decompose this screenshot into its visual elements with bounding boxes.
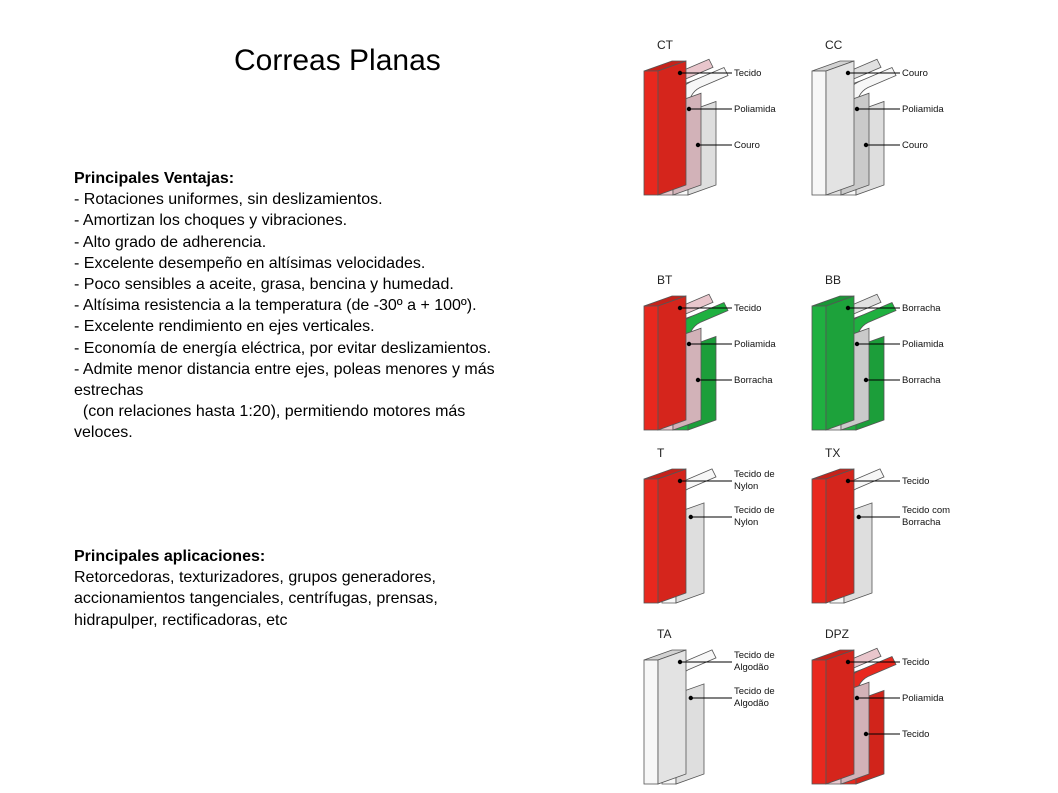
belt-layer-face bbox=[644, 479, 658, 603]
advantage-item: - Admite menor distancia entre ejes, poleas menores y más estrechas bbox=[74, 360, 500, 400]
layer-label: Tecido bbox=[902, 729, 930, 740]
advantages-section bbox=[74, 168, 524, 444]
layer-label: Tecido de Algodão bbox=[734, 686, 775, 709]
diagram-code: TX bbox=[825, 446, 841, 460]
layer-label: Tecido de Algodão bbox=[734, 650, 775, 673]
layer-label: Tecido de Nylon bbox=[734, 505, 775, 528]
layer-label: Poliamida bbox=[734, 339, 776, 350]
belt-layer-face bbox=[812, 660, 826, 784]
applications-text: Retorcedoras, texturizadores, grupos generadores, accionamientos tangenciales, centrífugas, prensas, hidrapulper, rectificadoras, etc bbox=[74, 569, 443, 629]
diagram-code: BB bbox=[825, 273, 842, 287]
advantage-item: - Poco sensibles a aceite, grasa, bencina y humedad. bbox=[74, 276, 454, 294]
belt-layer-side bbox=[826, 61, 854, 195]
layer-label: Tecido com Borracha bbox=[902, 505, 951, 528]
belt-diagram-tx bbox=[808, 443, 1013, 603]
belt-layer-side bbox=[658, 650, 686, 784]
layer-label: Tecido bbox=[902, 476, 930, 487]
belt-diagram-cc bbox=[808, 35, 1013, 195]
layer-label: Borracha bbox=[734, 375, 773, 386]
layer-label: Borracha bbox=[902, 303, 941, 314]
belt-layer-face bbox=[644, 306, 658, 430]
belt-layers bbox=[644, 59, 728, 195]
advantage-item: - Altísima resistencia a la temperatura (de -30º a + 100º). bbox=[74, 297, 477, 315]
diagram-code: BT bbox=[657, 273, 673, 287]
belt-layer-side bbox=[826, 469, 854, 603]
belt-layer-side bbox=[826, 296, 854, 430]
layer-label: Tecido bbox=[734, 303, 762, 314]
layer-label: Borracha bbox=[902, 375, 941, 386]
belt-diagram-bb bbox=[808, 270, 1013, 430]
belt-layer-face bbox=[812, 71, 826, 195]
belt-layer-side bbox=[658, 469, 686, 603]
applications-section bbox=[74, 546, 524, 631]
belt-layers bbox=[644, 469, 716, 603]
layer-label: Couro bbox=[734, 140, 760, 151]
advantage-item: - Excelente rendimiento en ejes verticales. bbox=[74, 318, 375, 336]
layer-label: Tecido de Nylon bbox=[734, 469, 775, 492]
belt-layer-face bbox=[644, 660, 658, 784]
advantage-item: - Alto grado de adherencia. bbox=[74, 233, 267, 251]
advantage-item: - Amortizan los choques y vibraciones. bbox=[74, 212, 348, 230]
advantage-item: (con relaciones hasta 1:20), permitiendo motores más veloces. bbox=[74, 403, 470, 442]
advantages-heading: Principales Ventajas: bbox=[74, 170, 235, 187]
belt-layer-side bbox=[658, 61, 686, 195]
diagram-code: CC bbox=[825, 38, 843, 52]
slide-title: Correas Planas bbox=[234, 44, 441, 77]
advantage-item: - Rotaciones uniformes, sin deslizamientos. bbox=[74, 191, 383, 209]
layer-label: Couro bbox=[902, 140, 928, 151]
layer-label: Poliamida bbox=[902, 104, 944, 115]
layer-label: Couro bbox=[902, 68, 928, 79]
advantage-item: - Excelente desempeño en altísimas velocidades. bbox=[74, 254, 426, 272]
belt-layers bbox=[812, 294, 896, 430]
applications-heading: Principales aplicaciones: bbox=[74, 548, 266, 565]
belt-layer-side bbox=[826, 650, 854, 784]
belt-layer-face bbox=[812, 479, 826, 603]
diagram-code: DPZ bbox=[825, 627, 849, 641]
belt-layers bbox=[812, 469, 884, 603]
belt-layer-side bbox=[658, 296, 686, 430]
layer-label: Poliamida bbox=[902, 339, 944, 350]
diagram-code: T bbox=[657, 446, 665, 460]
advantage-item: - Economía de energía eléctrica, por evitar deslizamientos. bbox=[74, 339, 492, 357]
belt-layers bbox=[812, 59, 896, 195]
diagram-code: CT bbox=[657, 38, 673, 52]
belt-layers bbox=[812, 648, 896, 784]
layer-label: Tecido bbox=[734, 68, 762, 79]
belt-diagram-dpz bbox=[808, 624, 1013, 784]
layer-label: Tecido bbox=[902, 657, 930, 668]
belt-layer-face bbox=[812, 306, 826, 430]
diagram-code: TA bbox=[657, 627, 672, 641]
layer-label: Poliamida bbox=[734, 104, 776, 115]
belt-layers bbox=[644, 294, 728, 430]
belt-layer-face bbox=[644, 71, 658, 195]
layer-label: Poliamida bbox=[902, 693, 944, 704]
belt-layers bbox=[644, 650, 716, 784]
